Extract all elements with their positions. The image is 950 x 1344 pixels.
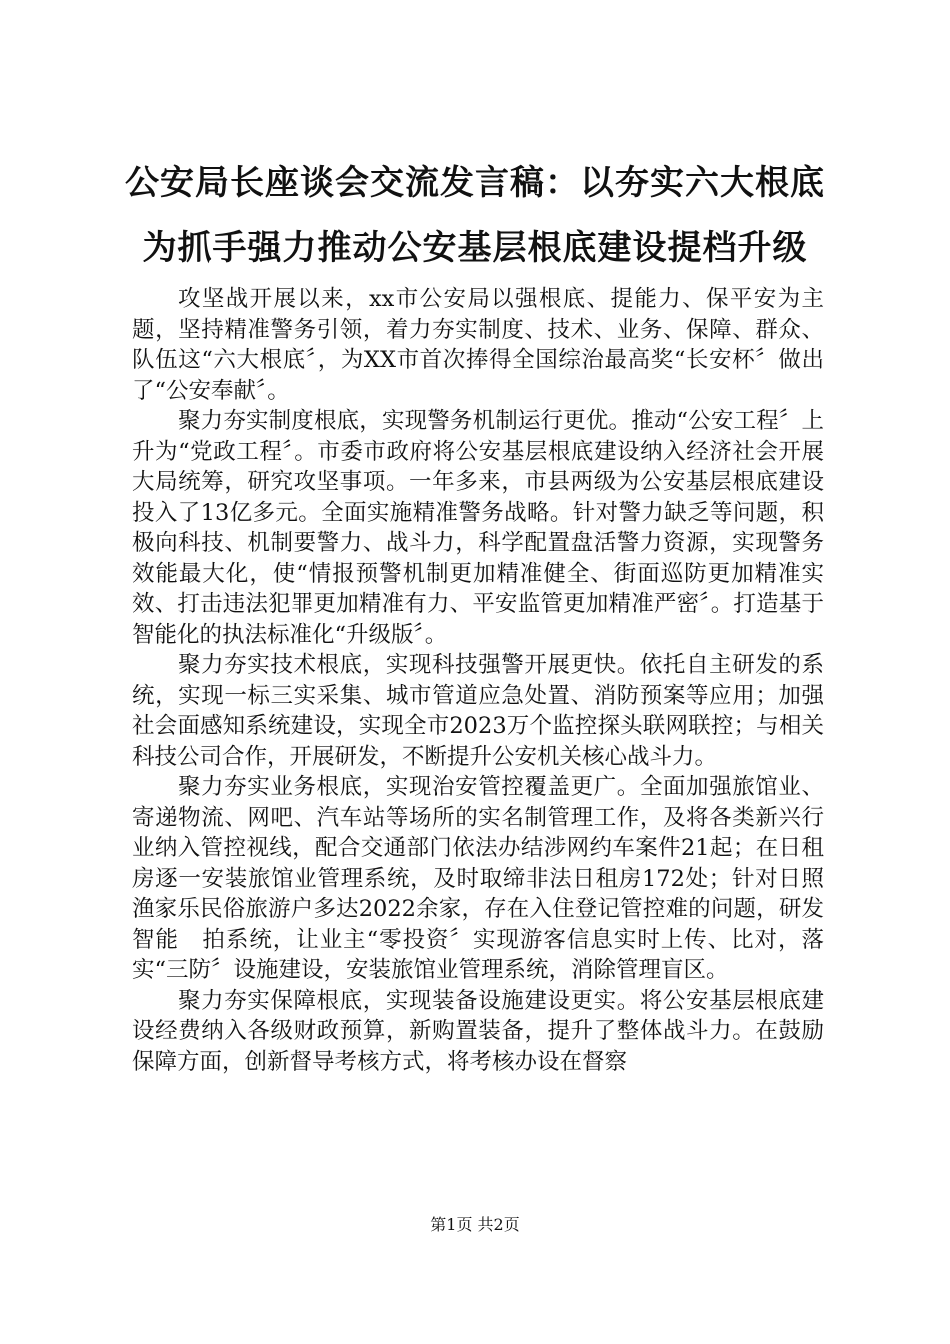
paragraph-support-foundation: 聚力夯实保障根底，实现装备设施建设更实。将公安基层根底建设经费纳入各级财政预算，新购置装备，提升了整体战斗力。在鼓励保障方面，创新督导考核方式，将考核办设在督察 xyxy=(132,987,824,1075)
page-number-footer: 第1页 共2页 xyxy=(430,1215,520,1234)
paragraph-system-foundation: 聚力夯实制度根底，实现警务机制运行更优。推动“公安工程〞上升为“党政工程〞。市委市政府将公安基层根底建设纳入经济社会开展大局统筹，研究攻坚事项。一年多来，市县两级为公安基层根底建设投入了13亿多元。全面实施精准警务战略。针对警力缺乏等问题，积极向科技、机制要警力、战斗力，科学配置盘活警力资源，实现警务效能最大化，使“情报预警机制更加精准健全、街面巡防更加精准实效、打击违法犯罪更加精准有力、平安监管更加精准严密〞。打造基于智能化的执法标准化“升级版〞。 xyxy=(132,408,824,648)
paragraph-intro: 攻坚战开展以来，xx市公安局以强根底、提能力、保平安为主题，坚持精准警务引领，着力夯实制度、技术、业务、保障、群众、队伍这“六大根底〞，为XX市首次捧得全国综治最高奖“长安杯〞做出了“公安奉献〞。 xyxy=(132,286,824,404)
document-title-line-1: 公安局长座谈会交流发言稿：以夯实六大根底 xyxy=(125,163,825,203)
paragraph-business-foundation: 聚力夯实业务根底，实现治安管控覆盖更广。全面加强旅馆业、寄递物流、网吧、汽车站等场所的实名制管理工作，及将各类新兴行业纳入管控视线，配合交通部门依法办结涉网约车案件21起；在日租房逐一安装旅馆业管理系统，及时取缔非法日租房172处；针对日照渔家乐民俗旅游户多达2022余家，存在入住登记管控难的问题，研发智能 拍系统，让业主“零投资〞实现游客信息实时上传、比对，落实“三防〞设施建设，安装旅馆业管理系统，消除管理盲区。 xyxy=(132,774,824,983)
document-body xyxy=(132,284,824,1077)
document-title-line-2: 为抓手强力推动公安基层根底建设提档升级 xyxy=(142,228,808,268)
paragraph-technology-foundation: 聚力夯实技术根底，实现科技强警开展更快。依托自主研发的系统，实现一标三实采集、城市管道应急处置、消防预案等应用；加强社会面感知系统建设，实现全市2023万个监控探头联网联控；与相关科技公司合作，开展研发，不断提升公安机关核心战斗力。 xyxy=(132,652,824,770)
